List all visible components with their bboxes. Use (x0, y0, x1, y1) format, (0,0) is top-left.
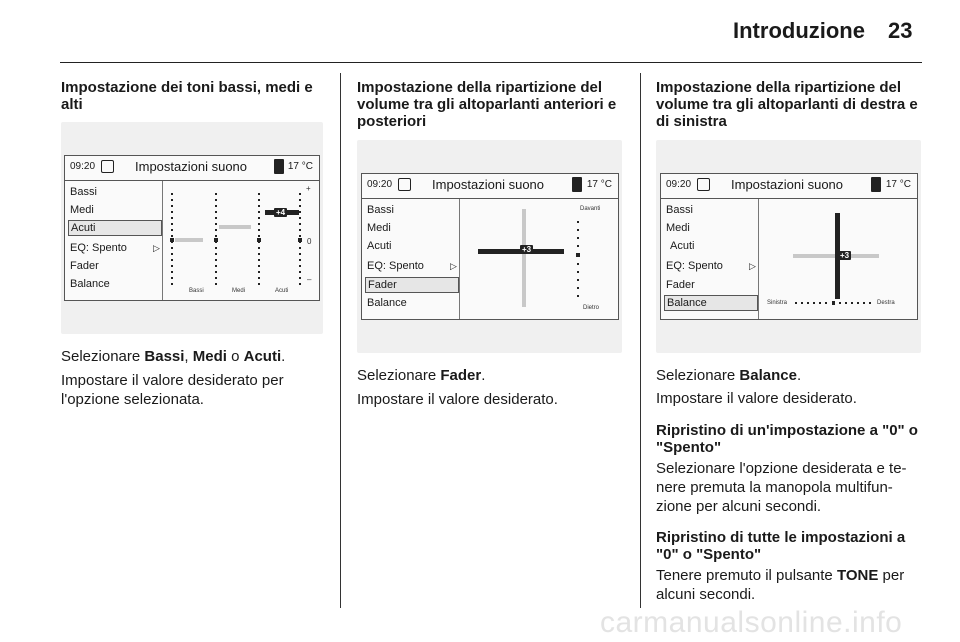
menu-item-eq[interactable]: EQ: Spento (70, 242, 127, 254)
bold-balance: Balance (739, 367, 797, 384)
menu-item-acuti[interactable]: Acuti (367, 240, 392, 252)
screen-title: Impostazioni suono (432, 177, 545, 192)
eq-dot (258, 241, 260, 243)
section-heading-balance: Impostazione della ripartizione del volume tra gli altoparlanti di destra e di sinistra (656, 79, 918, 130)
eq-dot (258, 217, 260, 219)
column-divider-1 (340, 73, 341, 608)
paragraph-set-value-balance: Impostare il valore desiderato. (656, 390, 857, 407)
thermometer-icon (871, 177, 881, 192)
eq-dot (258, 247, 260, 249)
eq-dot (258, 235, 260, 237)
menu-item-medi[interactable]: Medi (367, 222, 391, 234)
screen-status-bar (65, 156, 319, 181)
eq-value-badge: +4 (276, 208, 286, 217)
bold-tone: TONE (836, 567, 879, 584)
bold-bassi: Bassi (144, 348, 185, 365)
balance-value-badge: +3 (840, 251, 850, 260)
eq-dot (171, 253, 173, 255)
menu-item-balance[interactable]: Balance (70, 278, 110, 290)
paragraph-set-value-fader: Impostare il valore desiderato. (357, 391, 558, 408)
fader-vertical-axis (522, 209, 526, 307)
eq-dot (299, 253, 301, 255)
eq-dot (215, 211, 217, 213)
clock-icon (398, 178, 411, 191)
eq-dot (299, 277, 301, 279)
eq-dot (258, 283, 260, 285)
fader-scale-dots (576, 221, 580, 297)
infotainment-screen (361, 173, 619, 320)
menu-item-medi[interactable]: Medi (666, 222, 690, 234)
eq-dot (215, 283, 217, 285)
balance-right-label: Destra (877, 300, 895, 306)
bold-medi: Medi (192, 348, 227, 365)
paragraph-reset-all: Tenere premuto il pulsante TONE per alcuni secondi. (656, 567, 905, 603)
balance-left-label: Sinistra (767, 300, 788, 306)
eq-dot (299, 193, 301, 195)
eq-dot (171, 247, 173, 249)
eq-dot (258, 259, 260, 261)
eq-dot (299, 229, 301, 231)
clock-time: 09:20 (666, 179, 692, 190)
clock-time: 09:20 (70, 161, 96, 172)
chevron-right-icon: ▷ (749, 261, 756, 271)
chevron-right-icon: ▷ (153, 243, 160, 253)
menu-item-bassi[interactable]: Bassi (70, 186, 97, 198)
eq-dot (258, 205, 260, 207)
settings-menu (661, 199, 759, 319)
bar-label-medi: Medi (232, 288, 246, 294)
menu-item-fader[interactable]: Fader (70, 260, 99, 272)
screen-status-bar (362, 174, 618, 199)
eq-dot (299, 205, 301, 207)
eq-dot (215, 235, 217, 237)
eq-level-medi (219, 225, 251, 229)
settings-menu (65, 181, 163, 300)
eq-dot (258, 229, 260, 231)
paragraph-set-value-tone: Impostare il valore desiderato per l'opzione selezionata. (61, 372, 284, 408)
column-divider-2 (640, 73, 641, 608)
eq-dot (215, 241, 217, 243)
page-number: 23 (888, 18, 913, 43)
menu-item-bassi[interactable]: Bassi (666, 204, 693, 216)
menu-item-bassi[interactable]: Bassi (367, 204, 394, 216)
eq-dot (299, 241, 301, 243)
eq-dot (258, 223, 260, 225)
menu-item-balance[interactable]: Balance (367, 297, 407, 309)
eq-dot (299, 217, 301, 219)
temperature: 17 °C (287, 161, 313, 172)
eq-dot (215, 265, 217, 267)
paragraph-select-balance: Selezionare Balance. (656, 367, 802, 384)
eq-dot (299, 199, 301, 201)
infotainment-screen (64, 155, 320, 301)
clock-icon (101, 160, 114, 173)
eq-dot (258, 277, 260, 279)
section-heading-tone: Impostazione dei toni bassi, medi e alti (61, 79, 313, 113)
eq-dot (171, 199, 173, 201)
temperature: 17 °C (586, 179, 612, 190)
eq-dot (171, 259, 173, 261)
screen-title: Impostazioni suono (731, 177, 844, 192)
settings-menu (362, 199, 460, 319)
eq-dot (258, 271, 260, 273)
eq-dot (171, 205, 173, 207)
paragraph-select-fader: Selezionare Fader. (357, 367, 486, 384)
fader-value-badge: +3 (522, 245, 532, 254)
menu-item-balance[interactable]: Balance (664, 295, 758, 311)
eq-dot (171, 229, 173, 231)
clock-icon (697, 178, 710, 191)
eq-dot (171, 265, 173, 267)
eq-dot (171, 223, 173, 225)
thermometer-icon (274, 159, 284, 174)
eq-dot (299, 259, 301, 261)
eq-dot (171, 241, 173, 243)
eq-dot (215, 223, 217, 225)
header-divider (60, 62, 922, 63)
page-header-title: Introduzione (733, 18, 865, 43)
eq-dot (258, 211, 260, 213)
section-heading-reset-one: Ripristino di un'impostazione a "0" o "Spento" (656, 422, 918, 456)
eq-dot (299, 211, 301, 213)
eq-dot (258, 199, 260, 201)
screen-image-balance (656, 140, 921, 353)
eq-dot (258, 193, 260, 195)
bar-label-bassi: Bassi (189, 288, 204, 294)
menu-item-eq[interactable]: EQ: Spento (367, 260, 424, 272)
scale-plus-label: + (306, 184, 311, 193)
eq-dot (299, 271, 301, 273)
eq-dot (299, 235, 301, 237)
bold-fader: Fader (440, 367, 482, 384)
eq-dot (299, 223, 301, 225)
infotainment-screen (660, 173, 918, 320)
eq-dot (171, 271, 173, 273)
section-heading-reset-all: Ripristino di tutte le impostazioni a "0" o "Spento" (656, 529, 906, 563)
temperature: 17 °C (885, 179, 911, 190)
menu-item-acuti[interactable]: Acuti (670, 240, 695, 252)
eq-dot (215, 247, 217, 249)
menu-item-medi[interactable]: Medi (70, 204, 94, 216)
eq-dot (171, 211, 173, 213)
clock-time: 09:20 (367, 179, 393, 190)
eq-dot (215, 253, 217, 255)
paragraph-reset-one: Selezionare l'opzione desiderata e te- nere premuta la manopola multifun- zione per alcuni secondi. (656, 460, 907, 515)
eq-dot (215, 277, 217, 279)
fader-rear-label: Dietro (583, 305, 600, 311)
bold-acuti: Acuti (243, 348, 282, 365)
eq-dot (171, 235, 173, 237)
fader-front-label: Davanti (580, 206, 601, 212)
eq-dot (299, 283, 301, 285)
thermometer-icon (572, 177, 582, 192)
fader-graphic (460, 199, 618, 318)
eq-dot (215, 205, 217, 207)
eq-dot (299, 247, 301, 249)
eq-dot (215, 217, 217, 219)
eq-bars-graphic (163, 181, 319, 299)
eq-dot (215, 259, 217, 261)
menu-item-acuti[interactable]: Acuti (68, 220, 162, 236)
paragraph-select-tone: Selezionare Bassi, Medi o Acuti. (61, 348, 286, 365)
scale-zero-label: 0 (307, 237, 312, 246)
eq-dot (215, 199, 217, 201)
eq-dot (258, 253, 260, 255)
screen-image-fader (357, 140, 622, 353)
menu-item-fader[interactable]: Fader (666, 279, 695, 291)
eq-dot (171, 277, 173, 279)
eq-dot (215, 193, 217, 195)
balance-scale-dots (795, 301, 871, 305)
screen-image-tone (61, 122, 323, 334)
watermark: carmanualsonline.info (600, 606, 903, 639)
eq-dot (258, 265, 260, 267)
screen-status-bar (661, 174, 917, 199)
menu-item-eq[interactable]: EQ: Spento (666, 260, 723, 272)
eq-dot (215, 229, 217, 231)
chevron-right-icon: ▷ (450, 261, 457, 271)
eq-level-bassi (175, 238, 203, 242)
eq-dot (171, 193, 173, 195)
eq-dot (299, 265, 301, 267)
section-heading-fader: Impostazione della ripartizione del volume tra gli altoparlanti anteriori e posteriori (357, 79, 617, 130)
eq-dot (171, 217, 173, 219)
menu-item-fader[interactable]: Fader (365, 277, 459, 293)
bar-label-acuti: Acuti (275, 288, 289, 294)
scale-minus-label: – (307, 275, 312, 284)
eq-dot (215, 271, 217, 273)
screen-title: Impostazioni suono (135, 159, 248, 174)
eq-dot (171, 283, 173, 285)
